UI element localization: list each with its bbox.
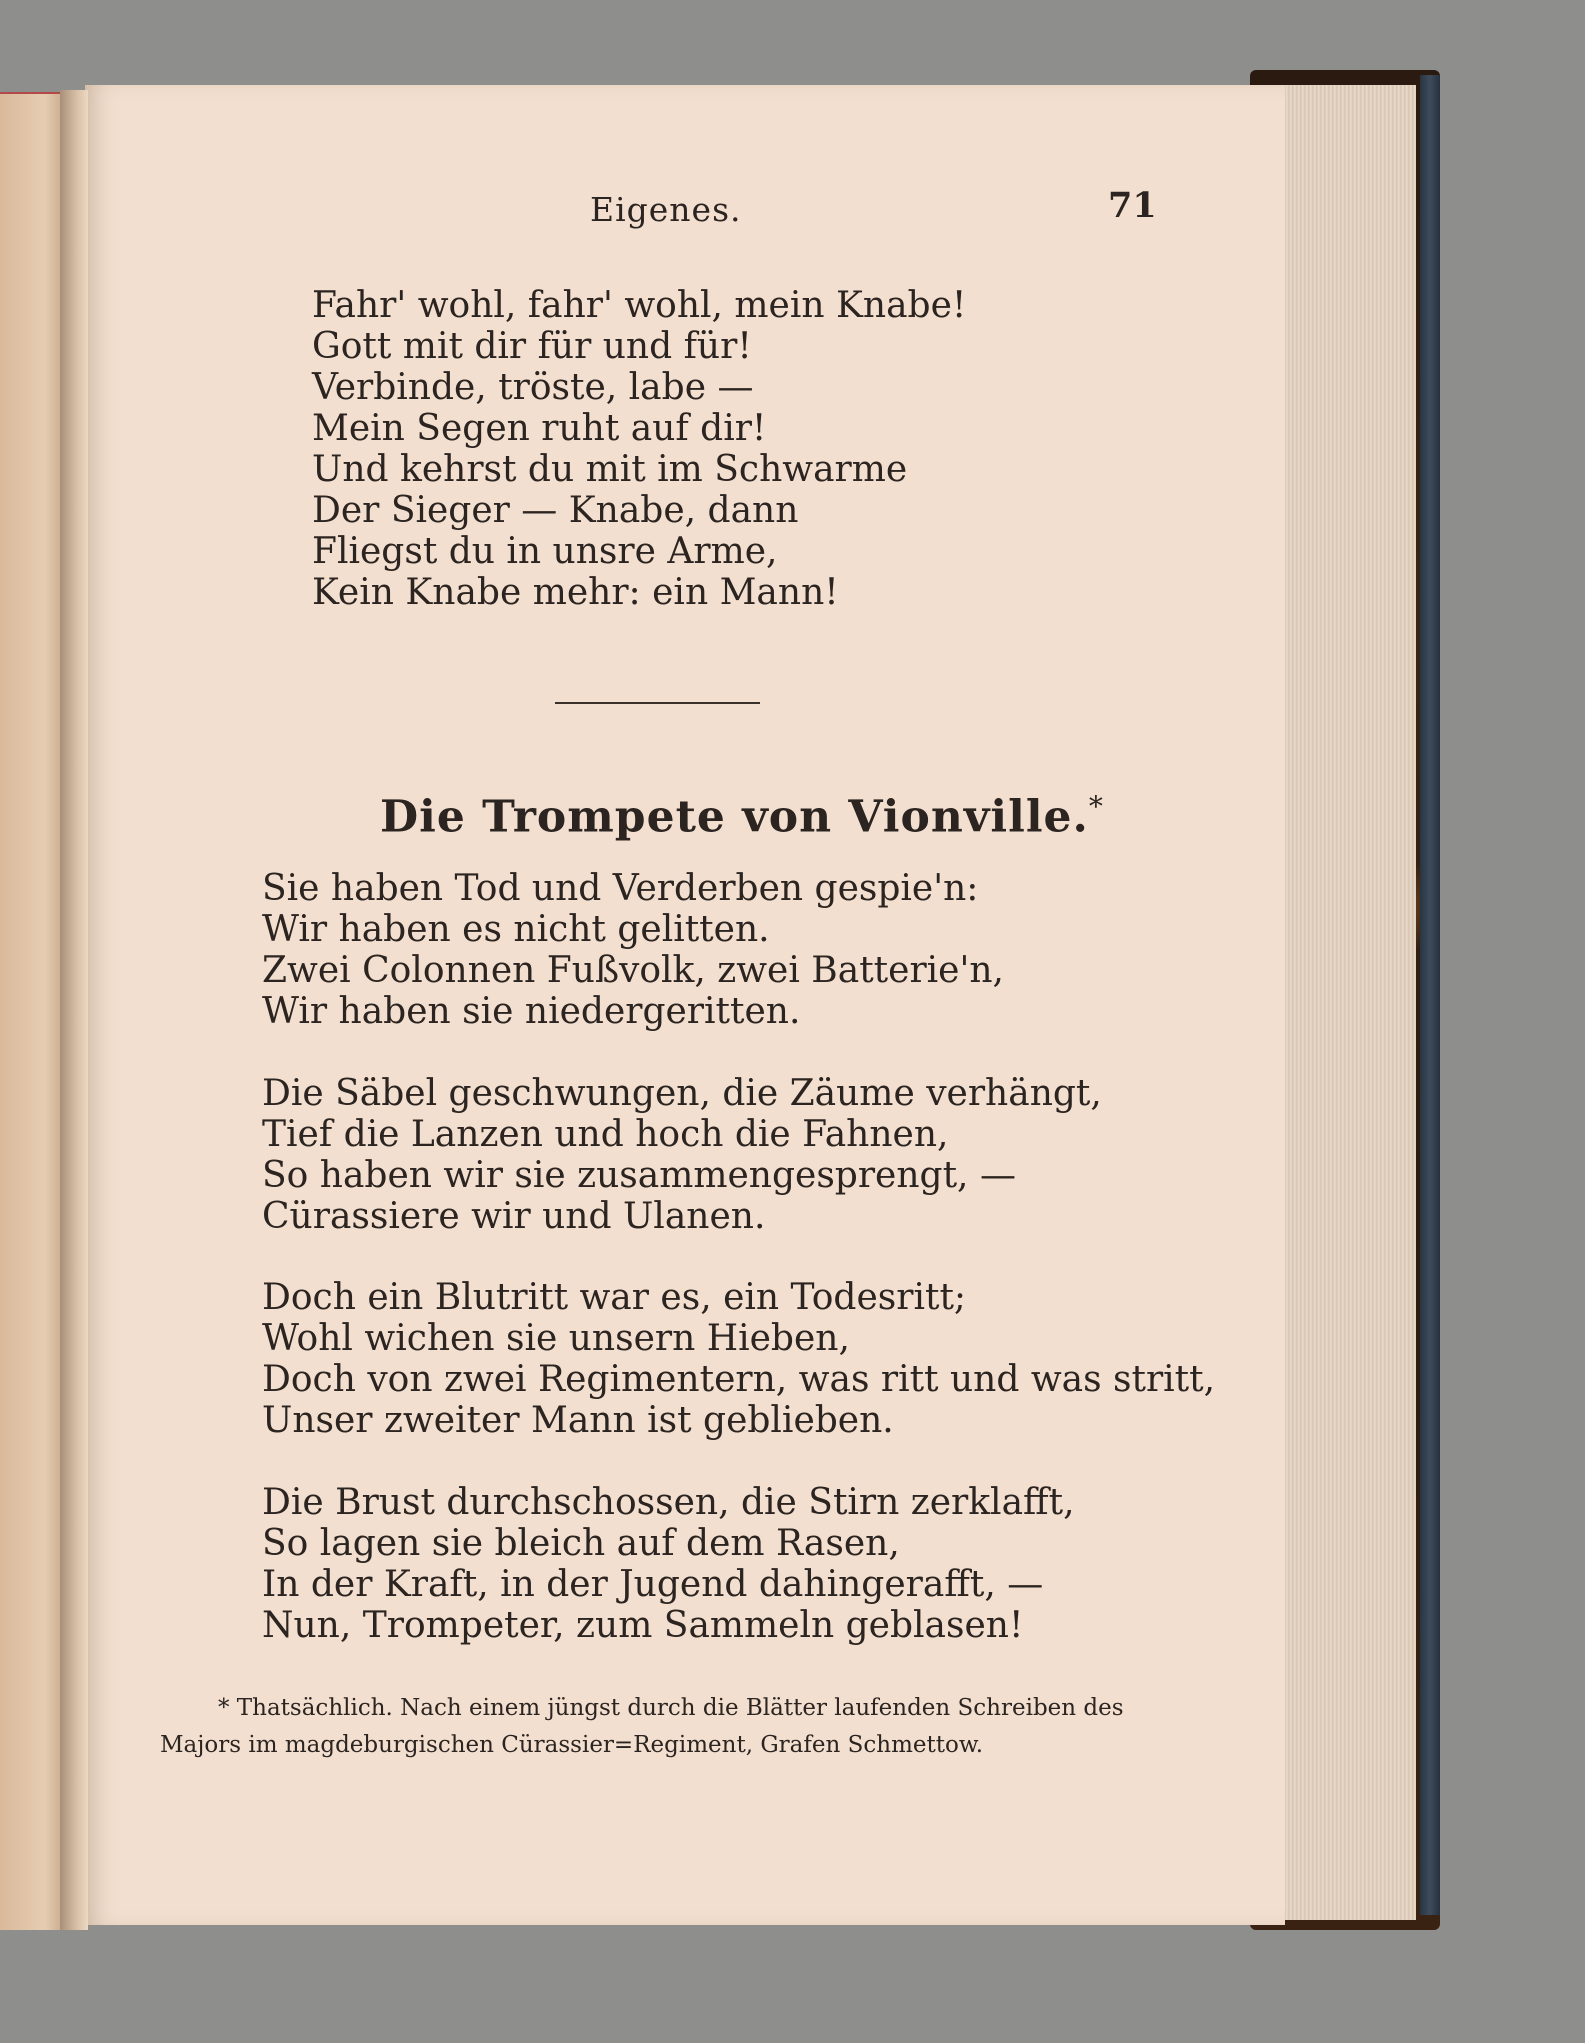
previous-poem-stanza xyxy=(312,285,966,613)
poem-stanza-2 xyxy=(262,1073,1102,1237)
verse-line: Nun, Trompeter, zum Sammeln geblasen! xyxy=(262,1605,1024,1646)
poem-stanza-1 xyxy=(262,868,1004,1032)
running-head: Eigenes. xyxy=(590,190,742,229)
verse-line: So lagen sie bleich auf dem Rasen, xyxy=(262,1523,900,1564)
verse-line: Mein Segen ruht auf dir! xyxy=(312,408,767,449)
verse-line: Doch von zwei Regimentern, was ritt und was stritt, xyxy=(262,1359,1216,1400)
left-page-edge xyxy=(0,92,64,1944)
verse-line: Cürassiere wir und Ulanen. xyxy=(262,1196,766,1237)
poem-stanza-3 xyxy=(262,1277,1215,1441)
verse-line: Verbinde, tröste, labe — xyxy=(312,367,754,408)
book-spine-edge xyxy=(1420,75,1440,1915)
page-gutter xyxy=(60,90,88,1940)
poem-title-text: Die Trompete von Vionville. xyxy=(380,791,1089,843)
page-number: 71 xyxy=(1108,185,1157,226)
verse-line: Wir haben sie niedergeritten. xyxy=(262,991,801,1032)
poem-stanza-4 xyxy=(262,1482,1075,1646)
verse-line: Zwei Colonnen Fußvolk, zwei Batterie'n, xyxy=(262,950,1004,991)
section-divider xyxy=(555,702,760,704)
verse-line: Die Brust durchschossen, die Stirn zerklafft, xyxy=(262,1482,1075,1523)
background-bottom xyxy=(0,1930,1585,2043)
verse-line: Die Säbel geschwungen, die Zäume verhängt, xyxy=(262,1073,1102,1114)
verse-line: Doch ein Blutritt war es, ein Todesritt; xyxy=(262,1277,967,1318)
verse-line: Fliegst du in unsre Arme, xyxy=(312,531,778,572)
poem-title xyxy=(380,790,1104,843)
footnote xyxy=(160,1690,1140,1764)
verse-line: Sie haben Tod und Verderben gespie'n: xyxy=(262,868,979,909)
footnote-marker: * xyxy=(1088,790,1104,823)
verse-line: Tief die Lanzen und hoch die Fahnen, xyxy=(262,1114,949,1155)
verse-line: Unser zweiter Mann ist geblieben. xyxy=(262,1400,894,1441)
verse-line: Wohl wichen sie unsern Hieben, xyxy=(262,1318,850,1359)
verse-line: Gott mit dir für und für! xyxy=(312,326,752,367)
verse-line: In der Kraft, in der Jugend dahingerafft, — xyxy=(262,1564,1044,1605)
verse-line: So haben wir sie zusammengesprengt, — xyxy=(262,1155,1016,1196)
footnote-line: Majors im magdeburgischen Cürassier=Regiment, Grafen Schmettow. xyxy=(160,1732,984,1758)
verse-line: Wir haben es nicht gelitten. xyxy=(262,909,770,950)
verse-line: Der Sieger — Knabe, dann xyxy=(312,490,799,531)
footnote-line: * Thatsächlich. Nach einem jüngst durch die Blätter laufenden Schreiben des xyxy=(218,1695,1124,1721)
page-block-edges xyxy=(1270,85,1416,1920)
verse-line: Und kehrst du mit im Schwarme xyxy=(312,449,908,490)
verse-line: Kein Knabe mehr: ein Mann! xyxy=(312,572,839,613)
verse-line: Fahr' wohl, fahr' wohl, mein Knabe! xyxy=(312,285,967,326)
